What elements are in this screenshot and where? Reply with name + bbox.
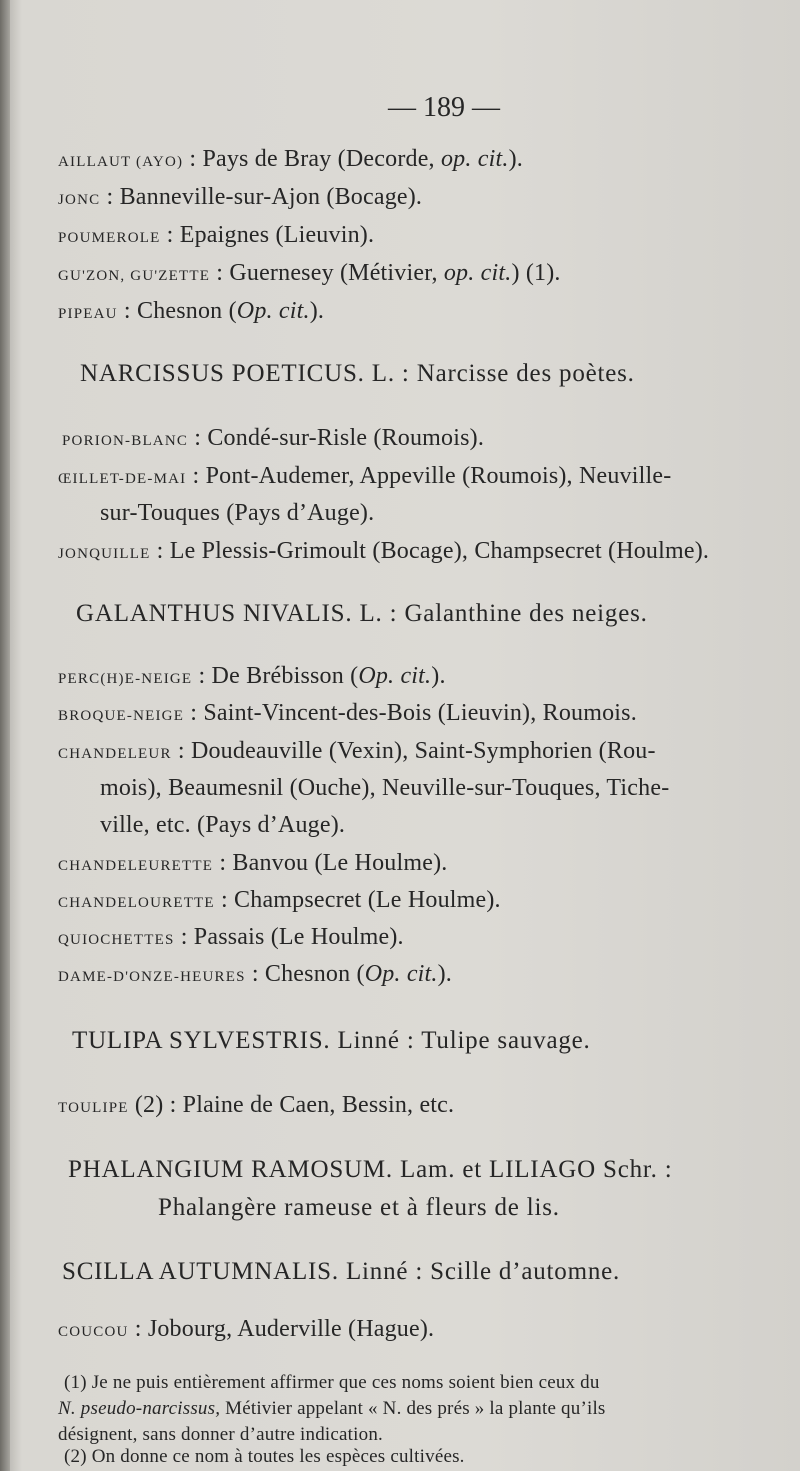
page-binding-edge — [0, 0, 10, 1471]
footnote-1-line-1: (1) Je ne puis entièrement affirmer que ces noms soient bien ceux du — [64, 1372, 600, 1393]
heading-phalangium-continued: Phalangère rameuse et à fleurs de lis. — [158, 1194, 560, 1221]
entry-chandelourette: CHANDELOURETTE : Champsecret (Le Houlme). — [58, 887, 501, 913]
page-number: — 189 — — [388, 92, 500, 123]
entry-jonc: JONC : Banneville-sur-Ajon (Bocage). — [58, 184, 423, 210]
entry-quiochettes: QUIOCHETTES : Passais (Le Houlme). — [58, 924, 404, 950]
entry-dame-d-onze-heures: DAME-D'ONZE-HEURES : Chesnon (Op. cit.). — [58, 961, 453, 987]
entry-broque-neige: BROQUE-NEIGE : Saint-Vincent-des-Bois (Lieuvin), Roumois. — [58, 700, 637, 726]
entry-guzon: GU'ZON, GU'ZETTE : Guernesey (Métivier, op. cit.) (1). — [58, 260, 561, 286]
heading-scilla: SCILLA AUTUMNALIS. Linné : Scille d’automne. — [62, 1258, 621, 1285]
entry-chandeleurette: CHANDELEURETTE : Banvou (Le Houlme). — [58, 850, 448, 876]
entry-chandeleur-continued-2: ville, etc. (Pays d’Auge). — [100, 812, 346, 838]
entry-oeillet-de-mai: ŒILLET-DE-MAI : Pont-Audemer, Appeville (Roumois), Neuville- — [58, 463, 672, 489]
entry-jonquille: JONQUILLE : Le Plessis-Grimoult (Bocage), Champsecret (Houlme). — [58, 538, 710, 564]
entry-coucou: COUCOU : Jobourg, Auderville (Hague). — [58, 1316, 435, 1342]
heading-narcissus: NARCISSUS POETICUS. L. : Narcisse des poètes. — [80, 360, 635, 387]
entry-aillaut: AILLAUT (AYO) : Pays de Bray (Decorde, op. cit.). — [58, 146, 523, 172]
footnote-1-line-3: désignent, sans donner d’autre indication. — [58, 1424, 383, 1445]
heading-galanthus: GALANTHUS NIVALIS. L. : Galanthine des neiges. — [76, 600, 648, 627]
entry-pipeau: PIPEAU : Chesnon (Op. cit.). — [58, 298, 325, 324]
entry-poumerole: POUMEROLE : Epaignes (Lieuvin). — [58, 222, 375, 248]
entry-chandeleur: CHANDELEUR : Doudeauville (Vexin), Saint-Symphorien (Rou- — [58, 738, 656, 764]
entry-oeillet-continued: sur-Touques (Pays d’Auge). — [100, 500, 375, 526]
heading-phalangium: PHALANGIUM RAMOSUM. Lam. et LILIAGO Schr. : — [68, 1156, 673, 1183]
heading-tulipa: TULIPA SYLVESTRIS. Linné : Tulipe sauvage. — [72, 1027, 591, 1054]
footnote-2: (2) On donne ce nom à toutes les espèces cultivées. — [64, 1446, 465, 1467]
footnote-1-line-2: N. pseudo-narcissus, Métivier appelant « N. des prés » la plante qu’ils — [58, 1398, 606, 1419]
entry-perche-neige: PERC(H)E-NEIGE : De Brébisson (Op. cit.). — [58, 663, 446, 689]
entry-chandeleur-continued-1: mois), Beaumesnil (Ouche), Neuville-sur-Touques, Tiche- — [100, 775, 670, 801]
entry-porion-blanc: PORION-BLANC : Condé-sur-Risle (Roumois). — [62, 425, 485, 451]
entry-toulipe: TOULIPE (2) : Plaine de Caen, Bessin, etc. — [58, 1092, 455, 1118]
